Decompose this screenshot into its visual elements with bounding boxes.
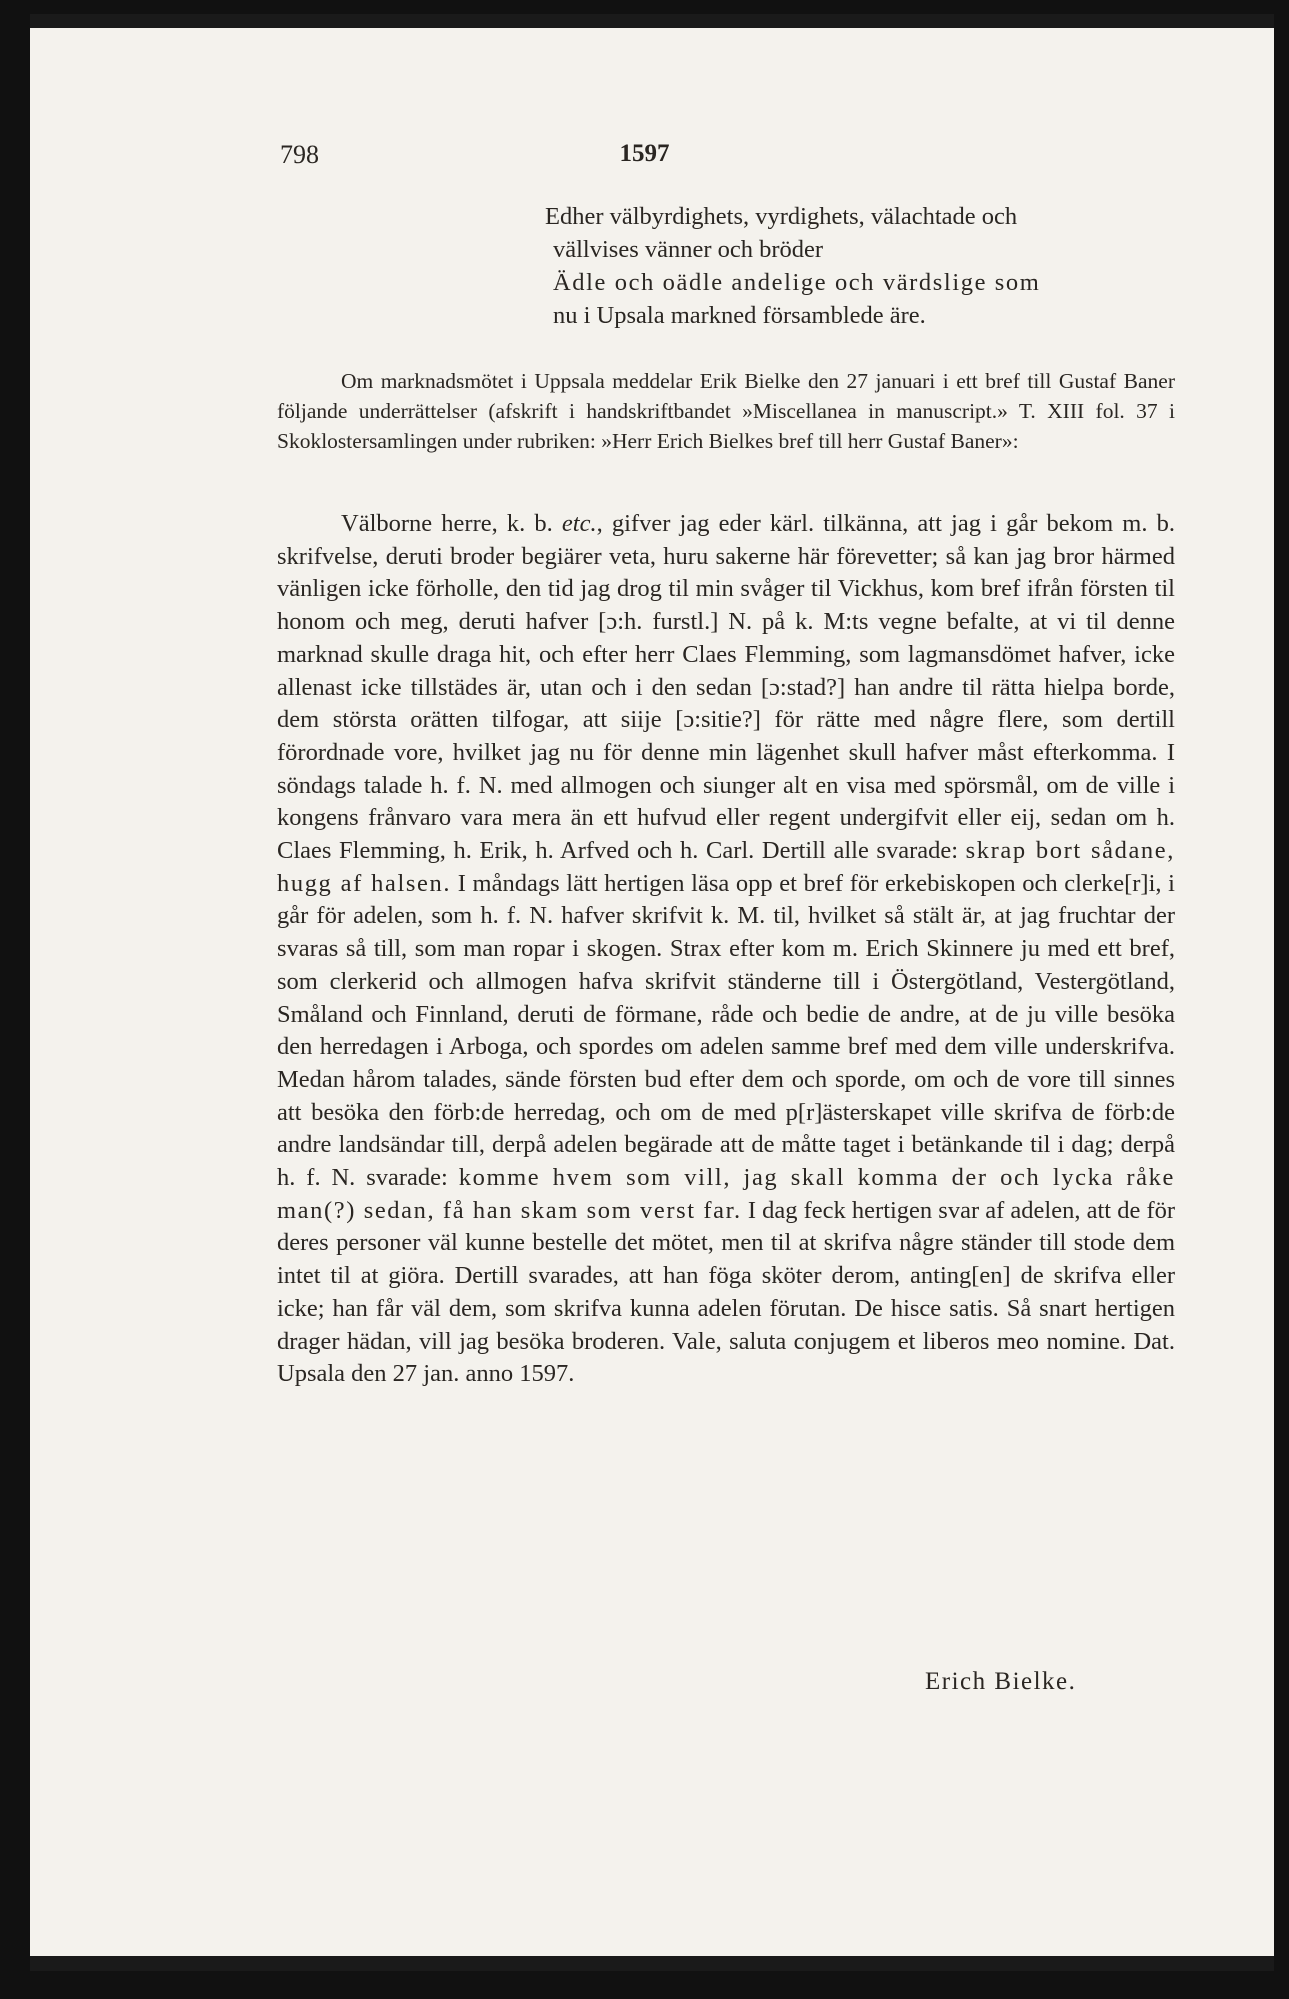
letter-quote-1: skrap bort sådane, hugg af halsen. — [277, 837, 1175, 897]
salutation-line-3: Ädle och oädle andelige och värdslige som — [553, 269, 1041, 296]
intro-text: Om marknadsmötet i Uppsala meddelar Erik Bielke den 27 januari i ett bref till Gustaf Baner följande underrättelser (afskrift i handskriftbandet »Miscellanea in manuscript.» T. XIII fol. 37 i Skoklostersamlingen under rubriken: »Herr Erich Bielkes bref till herr Gustaf Baner»: — [277, 369, 1175, 453]
salutation-line-2: vällvises vänner och bröder — [553, 236, 824, 263]
letter-text-4: I dag feck hertigen svar af adelen, att de för deres personer väl kunne bestelle det mötet, men til at skrifva någre ständer till stode dem intet til at giöra. Dertill svarades, att han föga sköter derom, anting[en] de skrifva eller icke; han får väl dem, som skrifva kunna adelen förutan. De hisce satis. Så snart hertigen drager hädan, vill jag besöka broderen. Vale, saluta conjugem et liberos meo nomine. Dat. Upsala den 27 jan. anno 1597. — [277, 1196, 1176, 1388]
letter-etc: etc. — [561, 510, 597, 537]
letter-body — [277, 508, 1175, 1391]
salutation-block — [545, 200, 1185, 332]
letter-text-3: I måndags lätt hertigen läsa opp et bref för erkebiskopen och clerke[r]i, i går för adelen, som h. f. N. hafver skrifvit k. M. til, hvilket så stält är, at jag fruchtar der svaras så till, som man ropar i skogen. Strax efter kom m. Erich Skinnere ju med ett bref, som clerkerid och allmogen hafva skrifvit ständerne till i Östergötland, Vestergötland, Småland och Finnland, deruti de förmane, råde och bedie de andre, at de ju ville besöka den herredagen i Arboga, och spordes om adelen samme bref med dem ville underskrifva. Medan hårom talades, sände försten bud efter dem och sporde, om och de vore till sinnes att besöka den förb:de herredag, och om de med p[r]ästerskapet ville skrifva de förb:de andre landsändar till, derpå adelen begärade att de måtte taget i betänkande til i dag; derpå h. f. N. svarade: — [277, 869, 1175, 1192]
year-heading: 1597 — [619, 140, 670, 167]
scan-border-right — [1274, 0, 1289, 1999]
scan-border-bottom — [0, 1971, 1289, 1999]
salutation-line-4: nu i Upsala markned församblede äre. — [553, 302, 926, 329]
scan-border-left — [0, 0, 30, 1999]
page-number: 798 — [280, 140, 319, 169]
scan-border-top — [0, 0, 1289, 14]
signature: Erich Bielke. — [925, 1668, 1077, 1695]
letter-quote-2: komme hvem som vill, jag skall komma der och lycka råke man(?) sedan, få han skam som verst far. — [277, 1164, 1175, 1224]
letter-text-1: Välborne herre, k. b. — [341, 510, 562, 537]
intro-paragraph — [277, 366, 1175, 456]
letter-text-2: , gifver jag eder kärl. tilkänna, att jag i går bekom m. b. skrifvelse, deruti broder begiärer veta, huru sakerne här förevetter; så kan jag bror härmed vänligen icke förholle, den tid jag drog til min svåger til Vickhus, kom bref ifrån försten til honom och meg, deruti hafver [ɔ:h. furstl.] N. på k. M:ts vegne befalte, at vi til denne marknad skulle draga hit, och efter herr Claes Flemming, som lagmansdömet hafver, icke allenast icke tillstädes är, utan och i den sedan [ɔ:stad?] han andre til rätta hielpa borde, dem största orätten tilfogar, att siije [ɔ:sitie?] för rätte med någre flere, som dertill förordnade vore, hvilket jag nu för denne min lägenhet skull hafver måst efterkomma. I söndags talade h. f. N. med allmogen och siunger alt en visa med spörsmål, om de ville i kongens frånvaro vara mera än ett hufvud eller regent undergifvit eller eij, sedan om h. Claes Flemming, h. Erik, h. Arfved och h. Carl. Dertill alle svarade: — [277, 510, 1176, 865]
salutation-line-1: Edher välbyrdighets, vyrdighets, välachtade och — [545, 203, 1018, 230]
